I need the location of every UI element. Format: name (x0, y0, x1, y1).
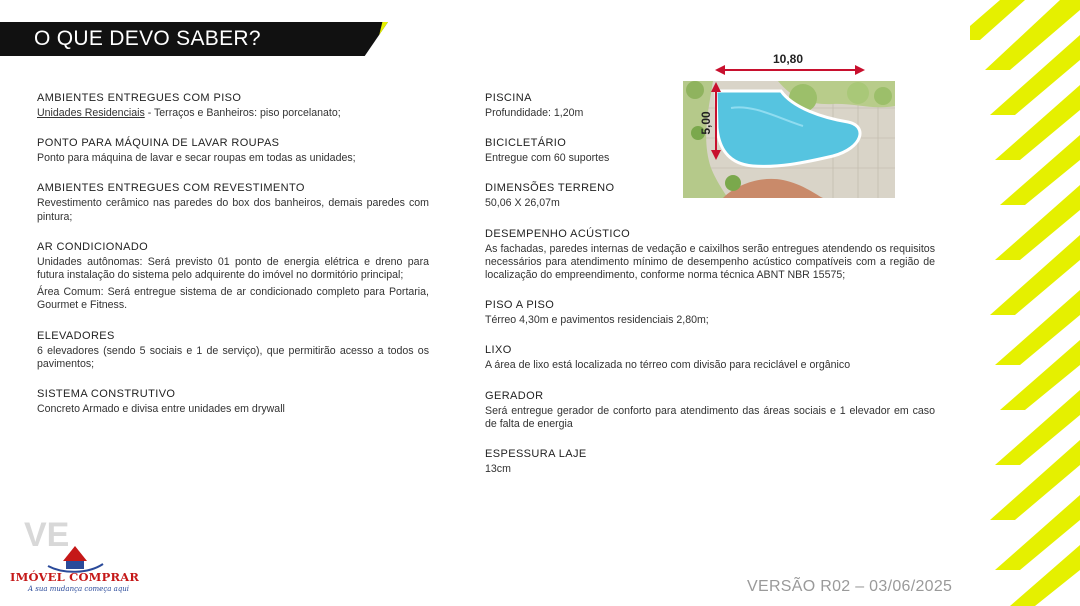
banner-accent (374, 22, 388, 56)
section-revestimento (37, 182, 429, 223)
section-heading: AMBIENTES ENTREGUES COM REVESTIMENTO (37, 182, 305, 195)
section-heading: SISTEMA CONSTRUTIVO (37, 388, 176, 401)
section-gerador (485, 390, 935, 431)
height-label: 5,00 (699, 111, 713, 135)
section-elevadores (37, 330, 429, 371)
section-heading: LIXO (485, 344, 512, 357)
section-piso-a-piso (485, 299, 935, 327)
logo-name: IMÓVEL COMPRAR (10, 570, 140, 584)
section-sistema-construtivo (37, 388, 429, 416)
section-heading: AMBIENTES ENTREGUES COM PISO (37, 92, 242, 104)
section-heading: DIMENSÕES TERRENO (485, 182, 615, 195)
section-heading: PONTO PARA MÁQUINA DE LAVAR ROUPAS (37, 137, 280, 150)
section-text: As fachadas, paredes internas de vedação e caixilhos serão entregues atendendo os requisitos necessários para atendimento mínimo de desempenho acústico compatíveis com a região de localização do empreendimento, conforme norma técnica ABNT NBR 15575; (485, 242, 935, 282)
section-heading: DESEMPENHO ACÚSTICO (485, 227, 631, 240)
section-text: Ponto para máquina de lavar e secar roupas em todas as unidades; (37, 152, 356, 165)
residential-units-link: Unidades Residenciais (37, 107, 145, 119)
pool-diagram (683, 48, 895, 198)
section-heading: BICICLETÁRIO (485, 137, 567, 150)
logo-watermark-letters: VE (24, 516, 70, 554)
section-maquina (37, 137, 429, 165)
section-heading: ELEVADORES (37, 329, 115, 342)
section-heading: PISCINA (485, 92, 532, 104)
section-text: Revestimento cerâmico nas paredes do box dos banheiros, demais paredes com pintura; (37, 197, 429, 223)
section-text: Unidades autônomas: Será previsto 01 ponto de energia elétrica e dreno para futura instalação do sistema pelo adquirente do imóvel no dormitório principal; (37, 255, 429, 282)
section-text: Entregue com 60 suportes (485, 152, 610, 165)
logo-tagline: A sua mudança começa aqui (28, 585, 130, 593)
section-text: Concreto Armado e divisa entre unidades em drywall (37, 403, 285, 416)
section-text: 6 elevadores (sendo 5 sociais e 1 de serviço), que permitirão acesso a todos os pavimentos; (37, 344, 429, 370)
section-text: Profundidade: 1,20m (485, 107, 584, 119)
section-text: 50,06 X 26,07m (485, 197, 560, 210)
section-espessura-laje (485, 448, 935, 476)
section-text: Térreo 4,30m e pavimentos residenciais 2,80m; (485, 314, 709, 327)
section-lixo (485, 344, 935, 372)
section-ar-condicionado (37, 241, 429, 313)
section-heading: PISO A PISO (485, 299, 555, 312)
section-text: Será entregue gerador de conforto para atendimento das áreas sociais e 1 elevador em caso de falta de energia (485, 404, 935, 430)
section-text: 13cm (485, 463, 511, 476)
section-heading: GERADOR (485, 389, 544, 402)
section-heading: ESPESSURA LAJE (485, 448, 587, 461)
section-heading: AR CONDICIONADO (37, 240, 149, 253)
section-desempenho-acustico (485, 228, 935, 283)
section-piso (37, 92, 429, 120)
decorative-stripes (970, 0, 1080, 606)
page-title: O QUE DEVO SABER? (34, 27, 261, 50)
left-column (37, 92, 429, 433)
section-text: Unidades Residenciais - Terraços e Banheiros: piso porcelanato; (37, 107, 341, 119)
section-text-secondary: Área Comum: Será entregue sistema de ar condicionado completo para Portaria, Gourmet e Fitness. (37, 286, 429, 312)
section-text: A área de lixo está localizada no térreo com divisão para reciclável e orgânico (485, 359, 851, 372)
version-label: VERSÃO R02 – 03/06/2025 (747, 578, 953, 595)
width-label: 10,80 (772, 52, 804, 66)
